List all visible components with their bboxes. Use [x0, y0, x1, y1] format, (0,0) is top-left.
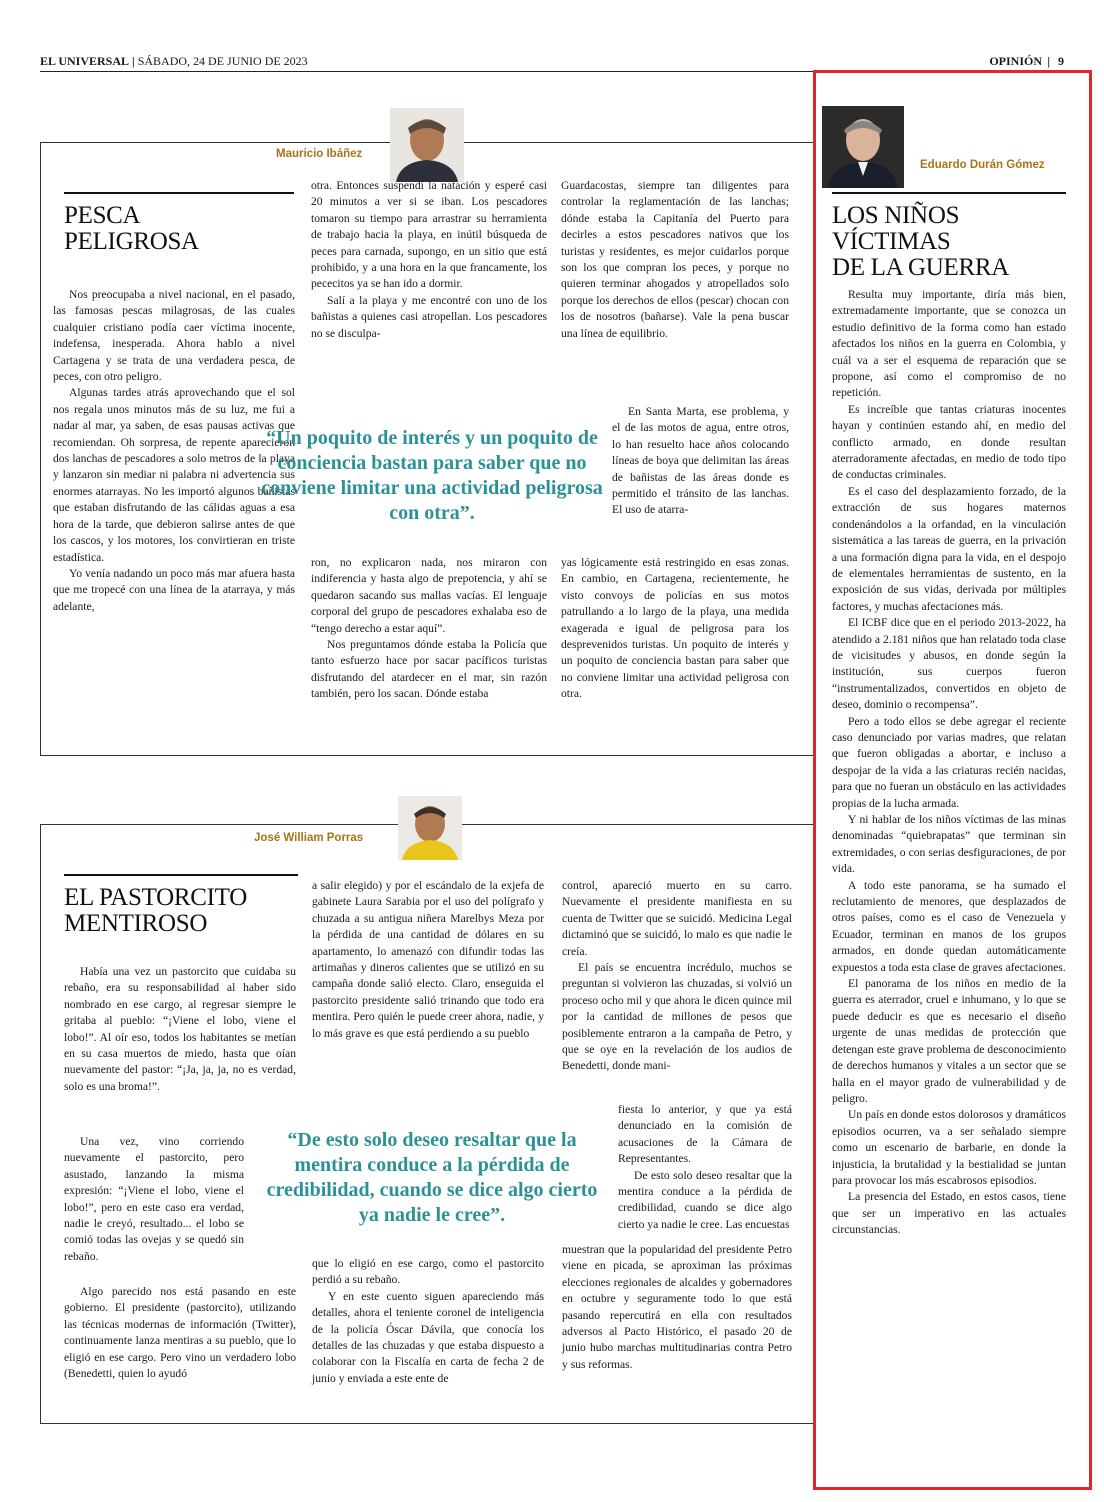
- article-column: [64, 1134, 244, 1263]
- article-column: [612, 404, 789, 554]
- paragraph: A todo este panorama, se ha sumado el reclutamiento de menores, que desplazados de otros países, como es el caso de Venezuela y Ecuador, terminan en manos de los grupos armados, en donde quedan automáticamente expuestos a toda esta clase de graves afectaciones.: [832, 878, 1066, 974]
- article-column: [618, 1102, 792, 1242]
- headline-ninos: LOS NIÑOS VÍCTIMAS DE LA GUERRA: [832, 192, 1066, 281]
- paragraph: otra. Entonces suspendí la natación y esperé casi 20 minutos a ver si se iban. Los pescadores tomaron su tiempo para arrastrar su herramienta de trabajo hacia la playa, en inútil búsqueda de peces para carnada, supongo, en un sitio que está prohibido, y a una hora en la que francamente, los pececitos ya se han ido a dormir.: [311, 179, 547, 291]
- paragraph: Yo venía nadando un poco más mar afuera hasta que me tropecé con una línea de la atarraya, y más adelante,: [53, 566, 295, 613]
- article-column: [64, 964, 296, 1118]
- paragraph: Había una vez un pastorcito que cuidaba su rebaño, era su responsabilidad al haber sido nombrado en ese cargo, al regresar siempre le gritaba al pueblo: “¡Viene el lobo, viene el lobo!”. Al oír eso, todos los habitantes se metían en su casa muertos de miedo, hasta que oían nuevamente del pastor: “¡Ja, ja, ja, no es verdad, solo es una broma!”.: [64, 965, 296, 1093]
- paragraph: yas lógicamente está restringido en esas zonas. En cambio, en Cartagena, recientemente, he visto convoys de policías en sus motos patrullando a lo largo de la playa, una medida exagerada e igual de peligrosa para los desprevenidos turistas. Un poquito de interés y un poquito de conciencia bastan para saber que no conviene limitar una actividad peligrosa con otra.: [561, 556, 789, 701]
- headline-pesca: PESCA PELIGROSA: [64, 192, 294, 255]
- author-name: José William Porras: [254, 832, 364, 844]
- author-photo: [398, 796, 462, 860]
- paragraph: De esto solo deseo resaltar que la mentira conduce a la pérdida de credibilidad, cuando se dice algo cierto ya nadie le cree. Las encuestas: [618, 1168, 792, 1231]
- pull-quote: “De esto solo deseo resaltar que la mentira conduce a la pérdida de credibilidad, cuando se dice algo cierto ya nadie le cree”.: [266, 1129, 598, 1226]
- author-name: Eduardo Durán Gómez: [920, 159, 1045, 171]
- paragraph: La presencia del Estado, en estos casos, tiene que ser un imperativo en las actuales circunstancias.: [832, 1190, 1066, 1237]
- masthead: EL UNIVERSAL | SÁBADO, 24 DE JUNIO DE 2023 OPINIÓN | 9: [40, 54, 1064, 68]
- paragraph: Nos preguntamos dónde estaba la Policía que tanto esfuerzo hace por sacar pacíficos turistas disfrutando del atardecer en el mar, sin razón también, pero los sacan. Dónde estaba: [311, 638, 547, 701]
- paragraph: Pero a todo ellos se debe agregar el reciente caso denunciado por varias madres, que relatan que fueron obligadas a abortar, e incluso a despojar de la vida a las criaturas recién nacidas, para que no fueran un obstáculo en las actividades propias de la lucha armada.: [832, 714, 1066, 810]
- page-number: 9: [1058, 54, 1064, 68]
- paragraph: Y en este cuento siguen apareciendo más detalles, ahora el teniente coronel de inteligencia de la policía Óscar Dávila, que conocía los detalles de las chuzadas y que estaba dispuesto a colaborar con la Fiscalía en carta de fecha 2 de junio y enviada a este ente de: [312, 1289, 544, 1385]
- section-label: OPINIÓN: [989, 54, 1042, 68]
- article-column: [562, 878, 792, 1100]
- author-photo: [822, 106, 904, 188]
- headline-pastorcito: EL PASTORCITO MENTIROSO: [64, 874, 298, 937]
- newspaper-name: EL UNIVERSAL: [40, 54, 130, 68]
- paragraph: Es el caso del desplazamiento forzado, de la extracción de sus hogares maternos condenándolos a la orfandad, en la vinculación sistemática a las tareas de guerra, en la privación a una formación digna para la vida, en el despojo de elementales herramientas de sustento, en la exposición de sus vidas, derivada por múltiples factores, y muchas afectaciones más.: [832, 484, 1066, 613]
- paragraph: Guardacostas, siempre tan diligentes para controlar la reglamentación de las lanchas; dónde estaba la Capitanía del Puerto para decirles a estos pescadores nativos que los turistas y residentes, es mejor cuidarlos porque son los que compran los peces, y porque no quieren terminar ahogados y atropellados solo porque los derechos de ellos (pescar) chocan con los de nosotros (bañarse). Vale la pena buscar una línea de equilibrio.: [561, 179, 789, 340]
- edition-date: SÁBADO, 24 DE JUNIO DE 2023: [137, 54, 308, 68]
- paragraph: control, apareció muerto en su carro. Nuevamente el presidente manifiesta en su cuenta de Twitter que se suicidó. Medicina Legal dictaminó que se suicidó, lo malo es que nadie le creía.: [562, 879, 792, 958]
- article-column: [832, 287, 1066, 1417]
- paragraph: ron, no explicaron nada, nos miraron con indiferencia y hasta algo de prepotencia, y ahí se quedaron sacando sus mallas vacías. El lenguaje corporal del grupo de pescadores exhalaba eso de “tengo derecho a estar aquí”.: [311, 556, 547, 635]
- paragraph: Es increíble que tantas criaturas inocentes hayan y continúen estando ahí, en medio del conflicto armado, en donde resultan aterradoramente afectadas, en medio de todo tipo de conductas criminales.: [832, 402, 1066, 482]
- pull-quote: “Un poquito de interés y un poquito de conciencia bastan para saber que no conviene limitar una actividad peligrosa con otra”.: [261, 427, 603, 524]
- paragraph: muestran que la popularidad del presidente Petro viene en picada, se aproximan las próximas elecciones regionales de alcaldes y gobernadores en octubre y seguramente todo lo que está pasando repercutirá en ella con resultados adversos al Pacto Histórico, el pasado 20 de junio hubo marchas multitudinarias contra Petro y sus reformas.: [562, 1243, 792, 1371]
- article-column: [311, 555, 547, 745]
- article-column: [312, 1256, 544, 1412]
- paragraph: Un país en donde estos dolorosos y dramáticos episodios ocurren, va a ser señalado siempre como un escenario de barbarie, en donde la injusticia, la brutalidad y la bestialidad se juntan para provocar los más escabrosos episodios.: [832, 1108, 1066, 1187]
- paragraph: fiesta lo anterior, y que ya está denunciado en la comisión de acusaciones de la Cámara de Representantes.: [618, 1103, 792, 1166]
- article-column: [64, 1284, 296, 1412]
- paragraph: Algo parecido nos está pasando en este gobierno. El presidente (pastorcito), utilizando las técnicas modernas de información (Twitter), continuamente lanza mentiras a su pueblo, que lo eligió en ese cargo. Pero vino un verdadero lobo (Benedetti, quien lo ayudó: [64, 1285, 296, 1381]
- paragraph: El país se encuentra incrédulo, muchos se preguntan si volvieron las chuzadas, si volvió un proceso ocho mil y que ahora le dicen quince mil por la cantidad de millones de pesos que posiblemente entraron a la campaña de Petro, y que se oye en la revelación de los audios de Benedetti, donde mani-: [562, 961, 792, 1073]
- article-column: [311, 178, 547, 402]
- author-photo: [390, 108, 464, 182]
- paragraph: Resulta muy importante, diría más bien, extremadamente importante, que se conozca un estudio definitivo de la forma como han estado afectados los niños en la guerra en Colombia, y cuál va a ser el esquema de reparación que se propone, así como el compromiso de no repetición.: [832, 288, 1066, 400]
- paragraph: Algunas tardes atrás aprovechando que el sol nos regala unos minutos más de su luz, me fui a nadar al mar, ya saben, de esas pausas activas que recomiendan. Oh sorpresa, de repente aparecieron dos lanchas de pescadores a solo metros de la playa y lanzaron sin mediar ni palabra ni advertencia sus enormes atarrayas. No les importó algunos bañistas que estaban disfrutando de las cálidas aguas a esa hora de la tarde, que debieron salirse antes de que los cascos, y los motores, los convirtieran en triste estadística.: [53, 386, 295, 564]
- paragraph: En Santa Marta, ese problema, y el de las motos de agua, entre otros, lo han resuelto hace años colocando líneas de boya que delimitan las áreas de bañistas de las áreas donde es permitido el tránsito de las lanchas. El uso de atarra-: [612, 405, 789, 517]
- paragraph: Nos preocupaba a nivel nacional, en el pasado, las famosas pescas milagrosas, de las cuales cualquier cristiano podía caer víctima inocente, indefensa, inesperada. Ahora hablo a nivel Cartagena y se trata de una verdadera pesca, de peces, con otro peligro.: [53, 288, 295, 384]
- paragraph: Una vez, vino corriendo nuevamente el pastorcito, pero asustado, lanzando la misma expresión: “¡Viene el lobo, viene el lobo!”, pero en este caso era verdad, nadie le creyó, resultado... el lobo se comió todas las ovejas y se quedó sin rebaño.: [64, 1135, 244, 1263]
- paragraph: Salí a la playa y me encontré con uno de los bañistas a quienes casi atropellan. Los pescadores no se disculpa-: [311, 293, 547, 340]
- paragraph: a salir elegido) y por el escándalo de la exjefa de gabinete Laura Sarabia por el uso del polígrafo y chuzada a su antigua niñera Marelbys Meza por la pérdida de una cantidad de dólares en su apartamento, lo amenazó con difundir todas las artimañas y dineros calientes que se utilizó en su campaña donde salió electo. Claro, enseguida el pastorcito presidente salió trinando que todo era mentira. Pero quién le puede creer ahora, nadie, y lo más grave es que está perdiendo a su pueblo: [312, 879, 544, 1040]
- paragraph: El panorama de los niños en medio de la guerra es aterrador, cruel e inhumano, y lo que se puede deducir es que es necesario el diseño urgente de unas medidas de protección que detengan este grave problema de desconocimiento de derechos humanos y vitales a un sector que se halla en el mayor grado de vulnerabilidad y de peligro.: [832, 977, 1066, 1105]
- article-column: [561, 178, 789, 402]
- paragraph: Y ni hablar de los niños víctimas de las minas denominadas “quiebrapatas” que terminan sin extremidades, o con serias desfiguraciones, de por vida.: [832, 813, 1066, 876]
- article-column: [561, 555, 789, 745]
- paragraph: El ICBF dice que en el periodo 2013-2022, ha atendido a 2.181 niños que han relatado toda clase de vicisitudes y abusos, en donde según la institución, sus cuerpos fueron “instrumentalizados, convertidos en objeto de deseo, dominio o recompensa”.: [832, 616, 1066, 712]
- article-column: [562, 1242, 792, 1412]
- article-column: [312, 878, 544, 1102]
- author-name: Mauricio Ibáñez: [276, 148, 363, 160]
- paragraph: que lo eligió en ese cargo, como el pastorcito perdió a su rebaño.: [312, 1257, 544, 1287]
